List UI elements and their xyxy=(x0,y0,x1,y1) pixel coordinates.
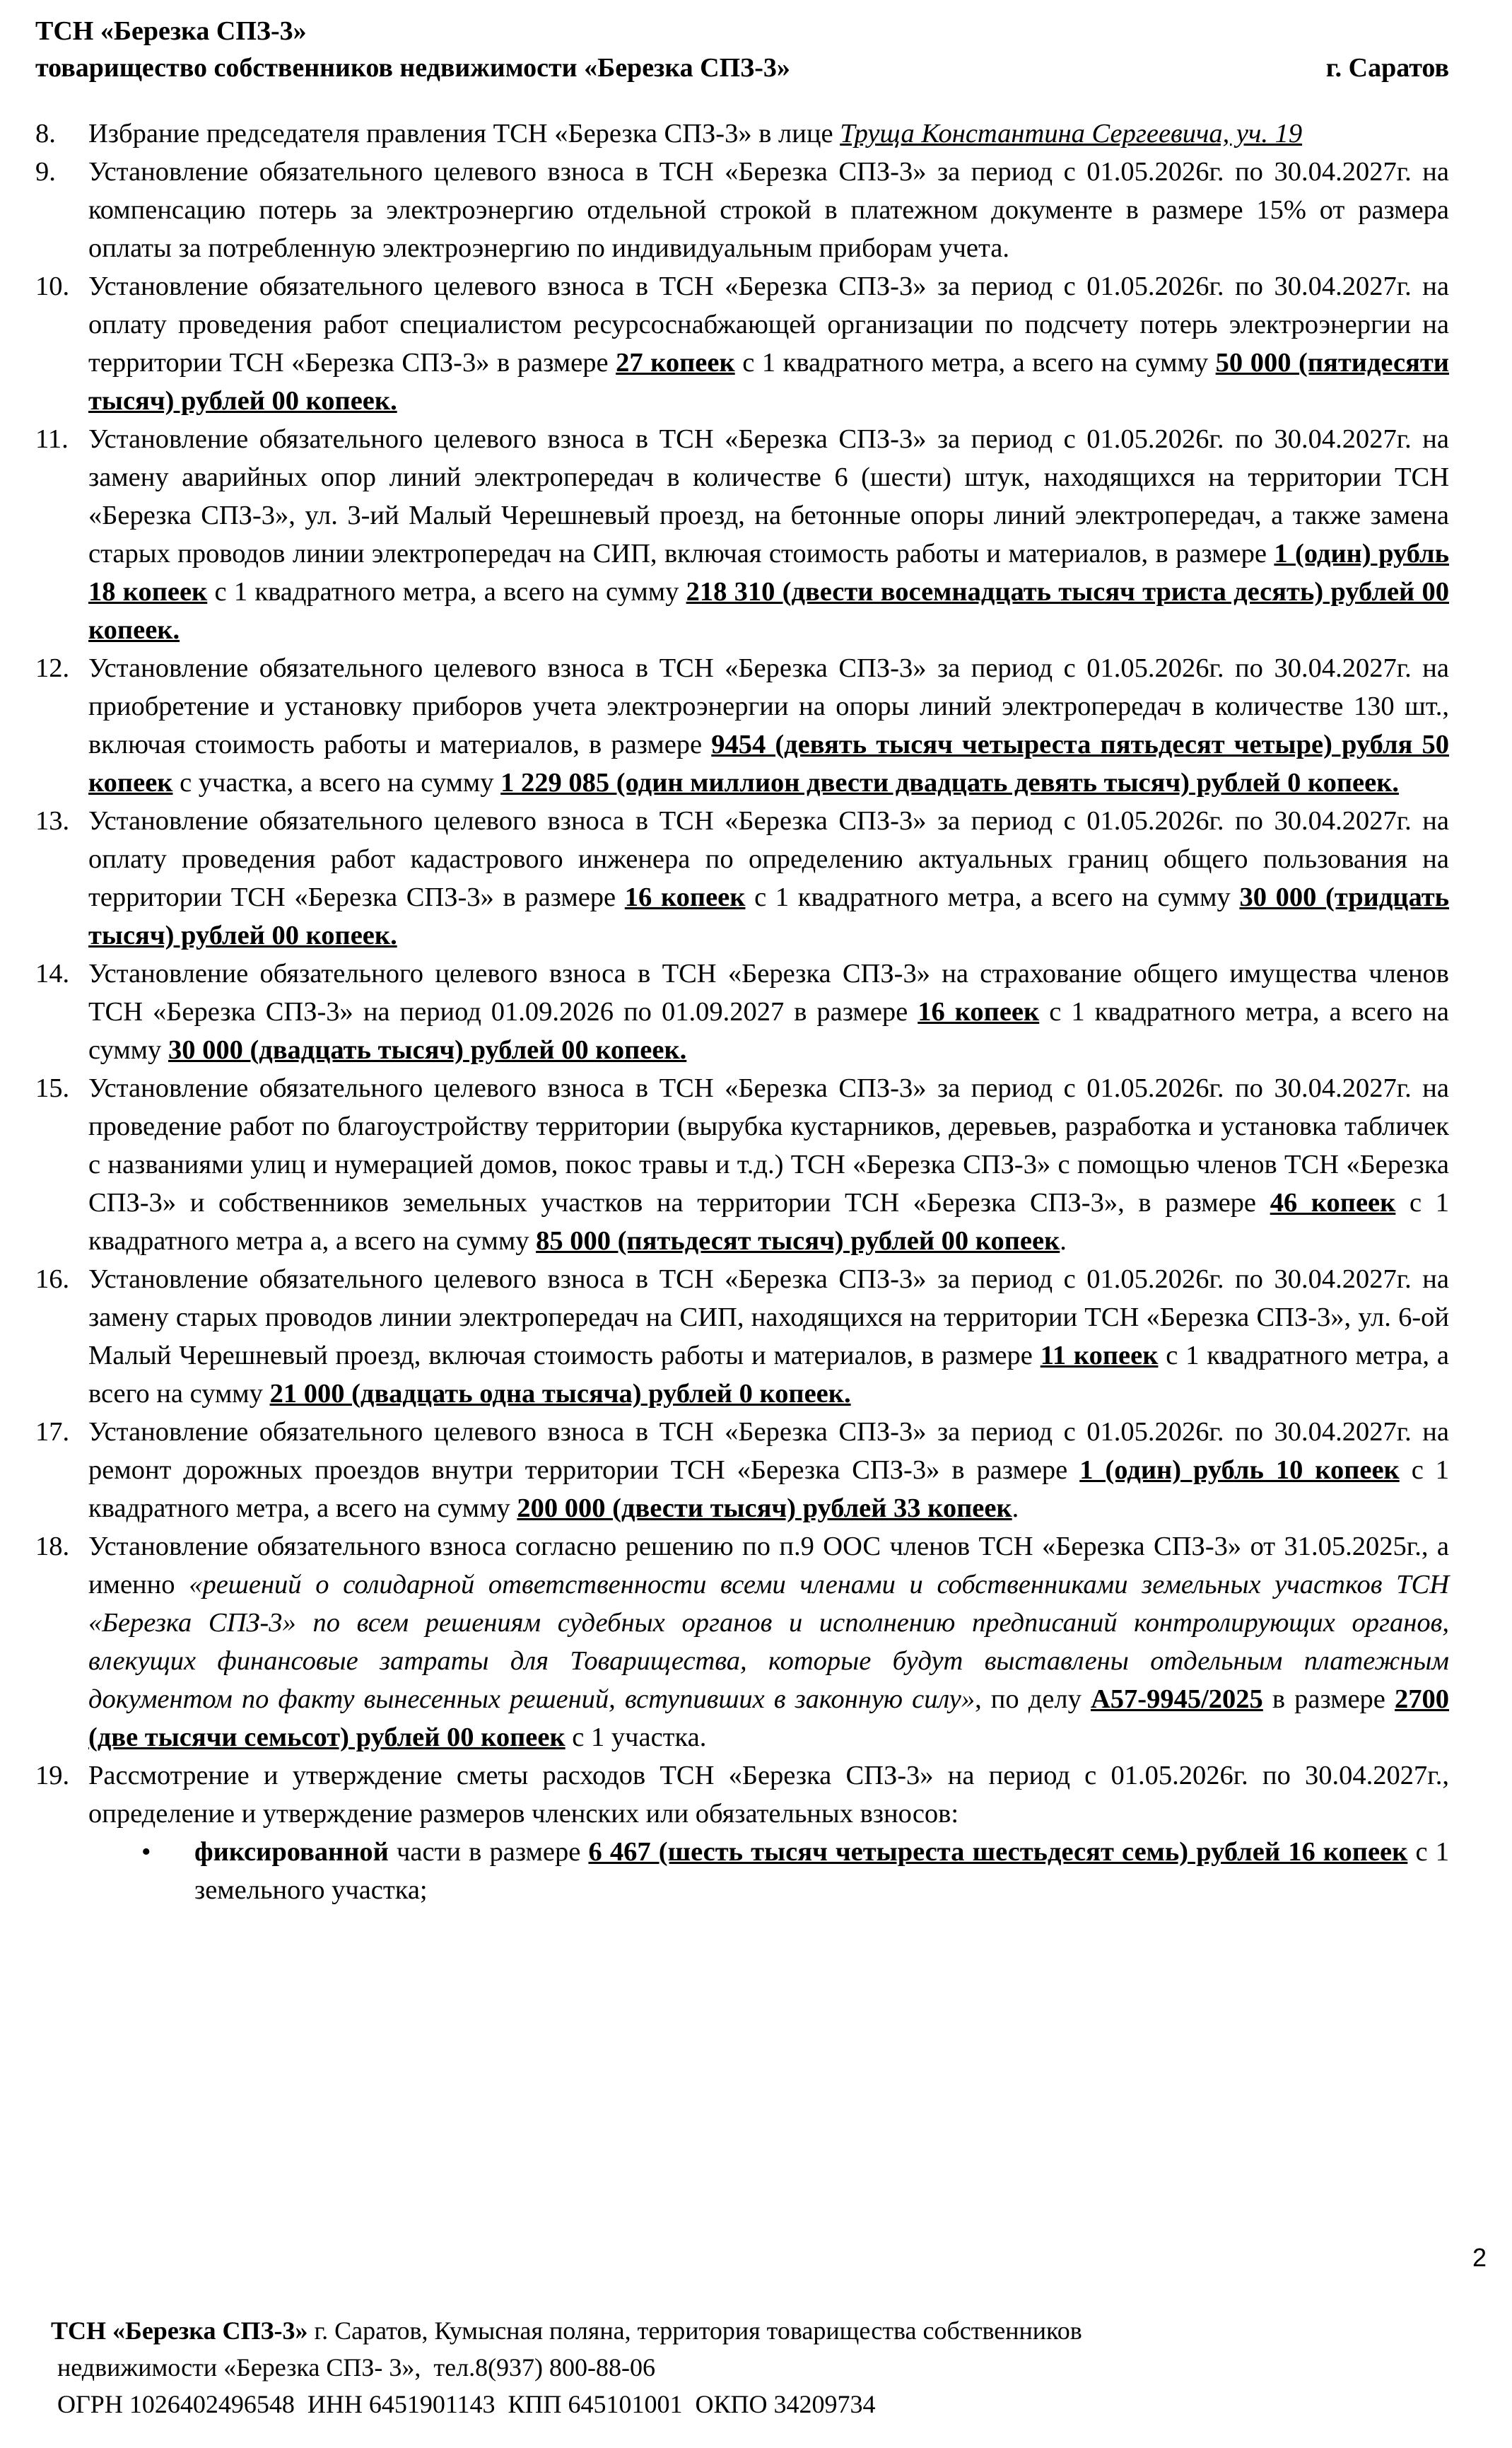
text-segment: . xyxy=(1060,1226,1067,1256)
item-text xyxy=(88,272,1449,416)
text-segment: , по делу xyxy=(975,1684,1091,1714)
text-segment: Установление обязательного целевого взноса в ТСН «Березка СПЗ-3» за период с 01.05.2026г. по 30.04.2027г. на замену старых проводов линии электропередач на СИП, находящихся на территории ТСН «Березка СПЗ-3», ул. 6-ой Малый Черешневый проезд, включая стоимость работы и материалов, в размере xyxy=(88,1264,1449,1370)
agenda-item xyxy=(35,955,1449,1069)
item-text xyxy=(88,959,1449,1065)
text-segment: Установление обязательного целевого взноса в ТСН «Березка СПЗ-3» за период с 01.05.2026г. по 30.04.2027г. на оплату проведения работ специалистом ресурсоснабжающей организации по подсчету потерь электроэнергии на территории ТСН «Березка СПЗ-3» в размере xyxy=(88,272,1449,378)
emphasized-amount: 1 (один) рубль 10 копеек xyxy=(1079,1455,1400,1485)
emphasized-amount: 218 310 (двести восемнадцать тысяч триста десять) рублей 00 копеек. xyxy=(88,577,1449,645)
text-segment: Избрание председателя правления ТСН «Березка СПЗ-3» в лице xyxy=(88,119,840,148)
agenda-item xyxy=(35,649,1449,802)
text-segment: фиксированной xyxy=(194,1837,389,1867)
emphasized-amount: 21 000 (двадцать одна тысяча) рублей 0 копеек. xyxy=(269,1379,851,1409)
item-text xyxy=(88,1264,1449,1409)
item-text xyxy=(88,1073,1449,1256)
document-footer xyxy=(51,2312,1082,2423)
item-number: 19. xyxy=(35,1761,70,1790)
item-number: 18. xyxy=(35,1532,70,1561)
text-segment: . xyxy=(1012,1493,1019,1523)
text-segment: с 1 квадратного метра а, а всего на сумму xyxy=(88,1188,1449,1256)
footer-org: ТСН «Березка СПЗ-3» xyxy=(51,2316,308,2345)
text-segment: с 1 квадратного метра, а всего на сумму xyxy=(734,348,1216,378)
text-segment: с 1 квадратного метра, а всего на сумму xyxy=(207,577,686,607)
emphasized-amount: 1 (один) рубль 18 копеек xyxy=(88,539,1449,607)
emphasized-amount: 46 копеек xyxy=(1270,1188,1396,1218)
emphasized-amount: А57-9945/2025 xyxy=(1090,1684,1263,1714)
org-full-name: товарищество собственников недвижимости «Березка СПЗ-3» xyxy=(35,53,790,83)
item-number: 16. xyxy=(35,1264,70,1294)
text-segment: Установление обязательного взноса согласно решению по п.9 ООС членов ТСН «Березка СПЗ-3» от 31.05.2025г., а именно xyxy=(88,1532,1449,1599)
text-segment: в размере xyxy=(1262,1684,1395,1714)
footer-line-1 xyxy=(51,2312,1082,2349)
agenda-item xyxy=(35,153,1449,267)
item-number: 10. xyxy=(35,272,70,301)
emphasized-amount: 27 копеек xyxy=(616,348,735,378)
text-segment: Рассмотрение и утверждение сметы расходов ТСН «Березка СПЗ-3» на период с 01.05.2026г. по 30.04.2027г., определение и утверждение размеров членских или обязательных взносов: xyxy=(88,1761,1449,1829)
agenda-item xyxy=(35,1069,1449,1260)
item-text xyxy=(88,119,1302,148)
emphasized-amount: 2700 (две тысячи семьсот) рублей 00 копеек xyxy=(88,1684,1449,1752)
text-segment: с 1 квадратного метра, а всего на сумму xyxy=(745,882,1240,912)
agenda-item xyxy=(35,1527,1449,1756)
page-number: 2 xyxy=(1472,2243,1487,2272)
text-segment: части в размере xyxy=(388,1837,589,1867)
footer-line-2: недвижимости «Березка СПЗ- 3», тел.8(937) 800-88-06 xyxy=(51,2353,656,2382)
city: г. Саратов xyxy=(1325,53,1449,83)
footer-address: г. Саратов, Кумысная поляна, территория товарищества собственников xyxy=(307,2316,1082,2345)
agenda-item xyxy=(35,1260,1449,1413)
agenda-item xyxy=(35,420,1449,649)
text-segment: Установление обязательного целевого взноса в ТСН «Березка СПЗ-3» за период с 01.05.2026г. по 30.04.2027г. на замену аварийных опор линий электропередач в количестве 6 (шести) штук, находящихся на территории ТСН «Березка СПЗ-3», ул. 3-ий Малый Черешневый проезд, на бетонные опоры линий электропередач, а также замена старых проводов линии электропередач на СИП, включая стоимость работы и материалов, в размере xyxy=(88,424,1449,569)
document-header xyxy=(35,13,1449,86)
item-text xyxy=(88,1532,1449,1752)
text-segment: Установление обязательного целевого взноса в ТСН «Березка СПЗ-3» за период с 01.05.2026г. по 30.04.2027г. на компенсацию потерь за электроэнергию отдельной строкой в платежном документе в размере 15% от размера оплаты за потребленную электроэнергию по индивидуальным приборам учета. xyxy=(88,157,1449,263)
header-subtitle-row xyxy=(35,49,1449,86)
item-text xyxy=(88,157,1449,263)
text-segment: с 1 квадратного метра, а всего на сумму xyxy=(88,997,1449,1065)
text-segment: с участка, а всего на сумму xyxy=(172,768,501,798)
item-number: 14. xyxy=(35,959,70,989)
item-text xyxy=(88,806,1449,950)
item-number: 12. xyxy=(35,653,70,683)
text-segment: с 1 квадратного метра, а всего на сумму xyxy=(88,1455,1449,1523)
sub-bullet-list xyxy=(88,1833,1449,1909)
agenda-item xyxy=(35,802,1449,955)
agenda-list xyxy=(35,115,1449,1909)
agenda-item xyxy=(35,115,1449,153)
agenda-item xyxy=(35,1756,1449,1909)
item-number: 17. xyxy=(35,1417,70,1447)
item-number: 13. xyxy=(35,806,70,836)
bullet-dot-icon: • xyxy=(141,1837,151,1867)
emphasized-amount: 30 000 (двадцать тысяч) рублей 00 копеек. xyxy=(168,1035,687,1065)
org-name: ТСН «Березка СПЗ-3» xyxy=(35,16,307,46)
item-number: 8. xyxy=(35,119,56,148)
agenda-item xyxy=(35,267,1449,420)
item-number: 9. xyxy=(35,157,56,187)
text-segment: с 1 квадратного метра, а всего на сумму xyxy=(88,1341,1450,1409)
text-segment: с 1 участка. xyxy=(565,1723,707,1752)
emphasized-amount: 9454 (девять тысяч четыреста пятьдесят четыре) рубля 50 копеек xyxy=(88,730,1449,798)
text-segment: «решений о солидарной ответственности всеми членами и собственниками земельных участков ТСН «Березка СПЗ-3» по всем решениям судебных органов и исполнению предписаний контролирующих органов, влекущих финансовые затраты для Товарищества, которые будут выставлены отдельным платежным документом по факту вынесенных решений, вступивших в законную силу» xyxy=(88,1570,1449,1714)
emphasized-amount: 16 копеек xyxy=(624,882,746,912)
emphasized-amount: 16 копеек xyxy=(918,997,1040,1027)
emphasized-amount: 1 229 085 (один миллион двести двадцать девять тысяч) рублей 0 копеек. xyxy=(500,768,1400,798)
text-segment: Установление обязательного целевого взноса в ТСН «Березка СПЗ-3» за период с 01.05.2026г. по 30.04.2027г. на приобретение и установку приборов учета электроэнергии на опоры линий электропередач в количестве 130 шт., включая стоимость работы и материалов, в размере xyxy=(88,653,1449,759)
text-segment: Установление обязательного целевого взноса в ТСН «Березка СПЗ-3» за период с 01.05.2026г. по 30.04.2027г. на ремонт дорожных проездов внутри территории ТСН «Березка СПЗ-3» в размере xyxy=(88,1417,1449,1485)
sub-bullet xyxy=(88,1833,1449,1909)
text-segment: Установление обязательного целевого взноса в ТСН «Березка СПЗ-3» за период с 01.05.2026г. по 30.04.2027г. на оплату проведения работ кадастрового инженера по определению актуальных границ общего пользования на территории ТСН «Березка СПЗ-3» в размере xyxy=(88,806,1449,912)
text-segment: с 1 земельного участка; xyxy=(194,1837,1449,1905)
emphasized-amount: Труща Константина Сергеевича, уч. 19 xyxy=(840,119,1303,148)
emphasized-amount: 30 000 (тридцать тысяч) рублей 00 копеек. xyxy=(88,882,1450,950)
emphasized-amount: 50 000 (пятидесяти тысяч) рублей 00 копеек. xyxy=(88,348,1449,416)
emphasized-amount: 85 000 (пятьдесят тысяч) рублей 00 копеек xyxy=(536,1226,1060,1256)
item-text xyxy=(88,424,1449,645)
emphasized-amount: 6 467 (шесть тысяч четыреста шестьдесят семь) рублей 16 копеек xyxy=(588,1837,1408,1867)
item-text xyxy=(88,1417,1449,1523)
agenda-item xyxy=(35,1413,1449,1527)
item-number: 11. xyxy=(35,424,69,454)
text-segment: Установление обязательного целевого взноса в ТСН «Березка СПЗ-3» на страхование общего имущества членов ТСН «Березка СПЗ-3» на период 01.09.2026 по 01.09.2027 в размере xyxy=(88,959,1449,1027)
emphasized-amount: 11 копеек xyxy=(1040,1341,1159,1370)
footer-line-3: ОГРН 1026402496548 ИНН 6451901143 КПП 645101001 ОКПО 34209734 xyxy=(51,2390,876,2418)
text-segment: Установление обязательного целевого взноса в ТСН «Березка СПЗ-3» за период с 01.05.2026г. по 30.04.2027г. на проведение работ по благоустройству территории (вырубка кустарников, деревьев, разработка и установка табличек с названиями улиц и нумерацией домов, покос травы и т.д.) ТСН «Березка СПЗ-3» с помощью членов ТСН «Березка СПЗ-3» и собственников земельных участков на территории ТСН «Березка СПЗ-3», в размере xyxy=(88,1073,1449,1218)
item-text xyxy=(88,653,1449,798)
emphasized-amount: 200 000 (двести тысяч) рублей 33 копеек xyxy=(517,1493,1012,1523)
item-text xyxy=(88,1761,1449,1829)
item-number: 15. xyxy=(35,1073,70,1103)
